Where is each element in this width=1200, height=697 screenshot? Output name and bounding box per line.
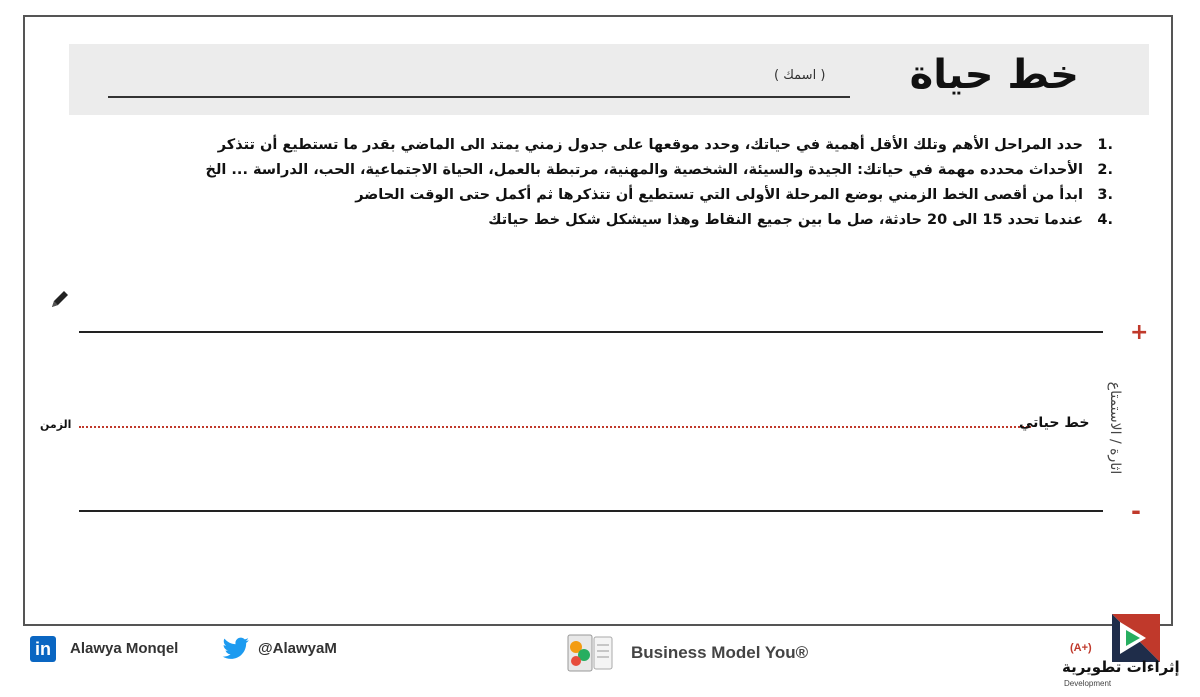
timeline-axis-dotted (79, 426, 1031, 428)
instruction-number: 2. (1097, 162, 1113, 178)
plus-sign: + (1130, 320, 1149, 345)
linkedin-name[interactable]: Alawya Monqel (70, 640, 179, 657)
twitter-icon[interactable] (222, 637, 250, 661)
instruction-text: حدد المراحل الأهم وتلك الأقل أهمية في حياتك، وحدد موقعها على جدول زمني يمتد الى الماضي بقدر ما تستطيع أن تتذكر (217, 137, 1083, 153)
instruction-text: ابدأ من أقصى الخط الزمني بوضع المرحلة الأولى التي تستطيع أن تتذكرها ثم أكمل حتى الوقت الحاضر (355, 187, 1083, 203)
instruction-item (53, 158, 1113, 183)
brand-tag: (A+) (1070, 642, 1092, 654)
minus-sign: - (1131, 497, 1141, 525)
instruction-item (53, 183, 1113, 208)
instruction-number: 1. (1097, 137, 1113, 153)
instruction-number: 4. (1097, 212, 1113, 228)
footer (0, 628, 1200, 697)
page-title: خط حياة (909, 52, 1079, 98)
excitement-axis-label: اثارة / الاستمتاع (1107, 381, 1123, 475)
negative-bound-line (79, 510, 1103, 512)
positive-bound-line (79, 331, 1103, 333)
book-title: Business Model You® (631, 643, 809, 662)
book-cover-icon (566, 633, 614, 673)
time-axis-label: الزمن (40, 418, 72, 431)
instruction-text: عندما تحدد 15 الى 20 حادثة، صل ما بين جميع النقاط وهذا سيشكل شكل خط حياتك (488, 212, 1083, 228)
lifeline-label: خط حياتي (1019, 415, 1090, 431)
instruction-list (53, 133, 1113, 233)
linkedin-icon[interactable]: in (30, 636, 56, 662)
instruction-item (53, 208, 1113, 233)
name-input-line[interactable] (108, 96, 850, 98)
instruction-number: 3. (1097, 187, 1113, 203)
brand-logo-icon (1112, 614, 1160, 662)
name-label: ( اسمك ) (774, 68, 826, 83)
worksheet-frame (23, 15, 1173, 626)
twitter-handle[interactable]: @AlawyaM (258, 640, 337, 657)
header-band (69, 44, 1149, 115)
instruction-item (53, 133, 1113, 158)
pencil-icon[interactable] (49, 288, 71, 310)
brand-subtitle: Development (1064, 679, 1112, 688)
brand-name: إثراءات تطويرية (1062, 658, 1180, 676)
instruction-text: الأحداث محدده مهمة في حياتك: الجيدة والسيئة، الشخصية والمهنية، مرتبطة بالعمل، الحياة الاجتماعية، الحب، الدراسة ... الخ (205, 162, 1083, 178)
